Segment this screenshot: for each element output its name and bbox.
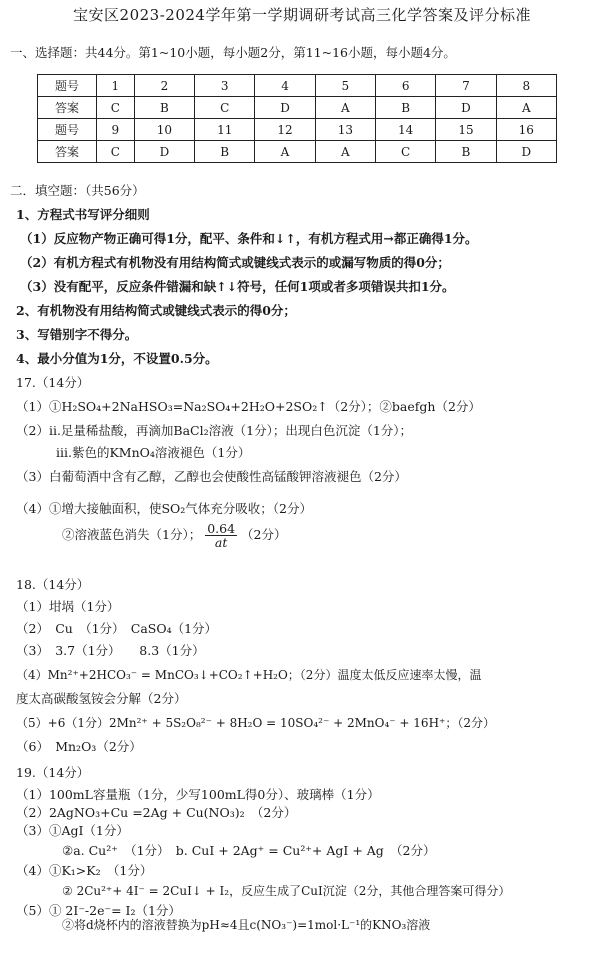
q18-line: （6） Mn₂O₃（2分） (16, 739, 142, 754)
question-number-cell: 7 (436, 75, 496, 97)
fraction (205, 522, 237, 549)
answer-cell: D (255, 97, 315, 119)
question-number-cell: 12 (255, 119, 315, 141)
question-number-cell: 14 (375, 119, 435, 141)
q19-line: （1）100mL容量瓶（1分，少写100mL得0分）、玻璃棒（1分） (16, 787, 380, 802)
rule-line: 3、写错别字不得分。 (16, 327, 138, 342)
answer-cell: A (255, 141, 315, 163)
question-number-cell: 13 (315, 119, 375, 141)
answer-cell: C (97, 141, 135, 163)
question-number-cell: 1 (97, 75, 135, 97)
row-label: 题号 (38, 75, 97, 97)
answer-cell: C (195, 97, 255, 119)
q19-line: （3）①AgI（1分） (16, 823, 129, 838)
fraction-denominator: at (214, 535, 228, 550)
q17-text: （2分） (241, 527, 287, 542)
question-number-cell: 16 (496, 119, 556, 141)
question-number-cell: 4 (255, 75, 315, 97)
q19-line: ②a. Cu²⁺ （1分） b. CuI + 2Ag⁺ = Cu²⁺+ AgI + Ag （2分） (62, 843, 436, 858)
fraction-numerator: 0.64 (207, 521, 236, 536)
section-fill-heading: 二．填空题：（共56分） (10, 183, 145, 198)
rule-line: （1）反应物产物正确可得1分，配平、条件和↓↑，有机方程式用→都正确得1分。 (20, 231, 478, 246)
q18-line: （3） 3.7（1分） 8.3（1分） (16, 643, 205, 658)
answer-table (37, 74, 557, 163)
answer-cell: A (315, 97, 375, 119)
question-number-cell: 10 (134, 119, 194, 141)
q17-line: （1）①H₂SO₄+2NaHSO₃=Na₂SO₄+2H₂O+2SO₂↑（2分）；②baefgh（2分） (16, 399, 481, 414)
table-row (38, 141, 557, 163)
answer-cell: B (195, 141, 255, 163)
page-title: 宝安区2023-2024学年第一学期调研考试高三化学答案及评分标准 (73, 6, 531, 24)
answer-cell: C (375, 141, 435, 163)
q18-heading: 18.（14分） (16, 577, 90, 592)
row-label: 题号 (38, 119, 97, 141)
q18-line: （4）Mn²⁺+2HCO₃⁻ = MnCO₃↓+CO₂↑+H₂O；（2分）温度太低反应速率太慢，温 (16, 668, 482, 682)
q19-line: ②将d烧杯内的溶液替换为pH≈4且c(NO₃⁻)=1mol·L⁻¹的KNO₃溶液 (62, 918, 431, 932)
q18-line: 度太高碳酸氢铵会分解（2分） (16, 691, 187, 706)
question-number-cell: 3 (195, 75, 255, 97)
q19-line: （4）①K₁>K₂ （1分） (16, 863, 153, 878)
section-choice-heading: 一、选择题：共44分。第1~10小题，每小题2分，第11~16小题，每小题4分。 (10, 45, 456, 60)
answer-cell: A (496, 97, 556, 119)
question-number-cell: 6 (375, 75, 435, 97)
answer-cell: D (134, 141, 194, 163)
answer-cell: A (315, 141, 375, 163)
question-number-cell: 15 (436, 119, 496, 141)
row-label: 答案 (38, 97, 97, 119)
q17-text: ②溶液蓝色消失（1分）； (62, 527, 202, 542)
q19-line: ② 2Cu²⁺+ 4I⁻ = 2CuI↓ + I₂，反应生成了CuI沉淀（2分，其他合理答案可得分） (62, 884, 511, 898)
q18-line: （2） Cu （1分） CaSO₄（1分） (16, 621, 218, 636)
answer-cell: B (375, 97, 435, 119)
q17-heading: 17.（14分） (16, 375, 90, 390)
q17-line-fraction (62, 522, 286, 549)
row-label: 答案 (38, 141, 97, 163)
question-number-cell: 2 (134, 75, 194, 97)
rule-line: （2）有机方程式有机物没有用结构简式或键线式表示的或漏写物质的得0分； (20, 255, 450, 270)
q17-line: （3）白葡萄酒中含有乙醇，乙醇也会使酸性高锰酸钾溶液褪色（2分） (16, 469, 407, 484)
table-row (38, 97, 557, 119)
answer-cell: B (134, 97, 194, 119)
question-number-cell: 9 (97, 119, 135, 141)
answer-cell: C (97, 97, 135, 119)
rule-line: 4、最小分值为1分，不设置0.5分。 (16, 351, 218, 366)
q19-line: （2）2AgNO₃+Cu =2Ag + Cu(NO₃)₂ （2分） (16, 805, 297, 820)
question-number-cell: 11 (195, 119, 255, 141)
q17-line: （2）ii.足量稀盐酸，再滴加BaCl₂溶液（1分）；出现白色沉淀（1分）； (16, 423, 413, 438)
q17-line: （4）①增大接触面积，使SO₂气体充分吸收；（2分） (16, 501, 312, 516)
question-number-cell: 5 (315, 75, 375, 97)
rule-line: （3）没有配平，反应条件错漏和缺↑↓符号，任何1项或者多项错误共扣1分。 (20, 279, 455, 294)
q18-line: （1）坩埚（1分） (16, 599, 120, 614)
table-row (38, 119, 557, 141)
answer-cell: D (436, 97, 496, 119)
table-row (38, 75, 557, 97)
rule-line: 1、方程式书写评分细则 (16, 207, 150, 222)
answer-cell: B (436, 141, 496, 163)
q19-line: （5）① 2I⁻-2e⁻= I₂（1分） (16, 903, 181, 918)
answer-cell: D (496, 141, 556, 163)
q18-line: （5）+6（1分）2Mn²⁺ + 5S₂O₈²⁻ + 8H₂O = 10SO₄²⁻ + 2MnO₄⁻ + 16H⁺；（2分） (16, 716, 495, 730)
q19-heading: 19.（14分） (16, 765, 90, 780)
question-number-cell: 8 (496, 75, 556, 97)
q17-line: iii.紫色的KMnO₄溶液褪色（1分） (56, 445, 251, 460)
rule-line: 2、有机物没有用结构简式或键线式表示的得0分； (16, 303, 296, 318)
